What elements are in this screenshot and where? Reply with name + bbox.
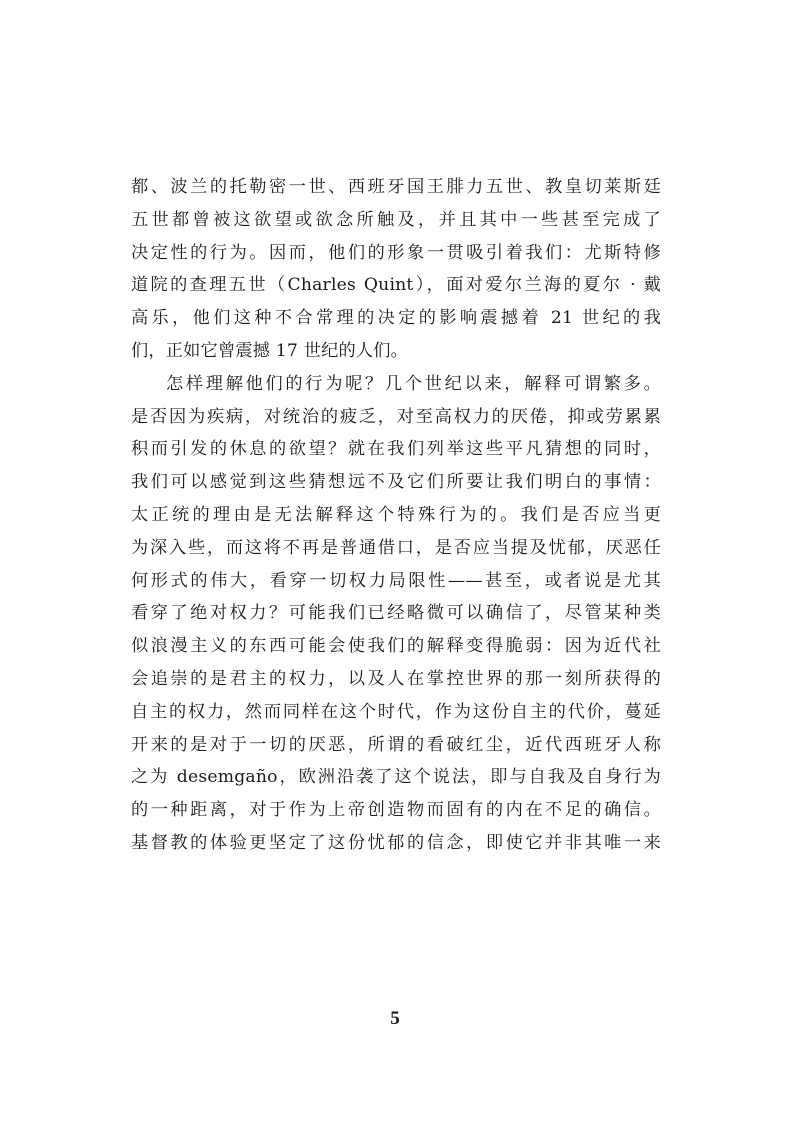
text-line: 会追崇的是君主的权力，以及人在掌控世界的那一刻所获得的 bbox=[131, 668, 661, 689]
text-line: 们，正如它曾震撼 17 世纪的人们。 bbox=[131, 340, 409, 361]
text-line: 似浪漫主义的东西可能会使我们的解释变得脆弱：因为近代社 bbox=[131, 636, 661, 657]
text-line: 积而引发的休息的欲望？就在我们列举这些平凡猜想的同时， bbox=[131, 439, 661, 460]
text-line: 高乐，他们这种不合常理的决定的影响震撼着 21 世纪的我 bbox=[131, 308, 661, 329]
paragraph-1 bbox=[131, 171, 661, 368]
text-line: 怎样理解他们的行为呢？几个世纪以来，解释可谓繁多。 bbox=[166, 373, 661, 394]
page-number: 5 bbox=[390, 1008, 400, 1029]
text-line: 为深入些，而这将不再是普通借口，是否应当提及忧郁，厌恶任 bbox=[131, 537, 661, 558]
text-line: 我们可以感觉到这些猜想远不及它们所要让我们明白的事情： bbox=[131, 472, 661, 493]
text-line: 决定性的行为。因而，他们的形象一贯吸引着我们：尤斯特修 bbox=[131, 242, 661, 263]
text-line: 看穿了绝对权力？可能我们已经略微可以确信了，尽管某种类 bbox=[131, 603, 661, 624]
text-line: 自主的权力，然而同样在这个时代，作为这份自主的代价，蔓延 bbox=[131, 701, 661, 722]
text-line: 道院的查理五世（Charles Quint），面对爱尔兰海的夏尔 · 戴 bbox=[131, 275, 661, 296]
text-line: 之为 desemgaño，欧洲沿袭了这个说法，即与自我及自身行为 bbox=[131, 767, 661, 788]
text-line: 太正统的理由是无法解释这个特殊行为的。我们是否应当更 bbox=[131, 504, 661, 525]
text-line: 都、波兰的托勒密一世、西班牙国王腓力五世、教皇切莱斯廷 bbox=[131, 177, 661, 197]
text-line: 五世都曾被这欲望或欲念所触及，并且其中一些甚至完成了 bbox=[131, 209, 661, 230]
text-line: 基督教的体验更坚定了这份忧郁的信念，即使它并非其唯一来 bbox=[131, 832, 661, 853]
text-line: 是否因为疾病，对统治的疲乏，对至高权力的厌倦，抑或劳累累 bbox=[131, 406, 661, 427]
text-line: 的一种距离，对于作为上帝创造物而固有的内在不足的确信。 bbox=[131, 800, 661, 821]
text-line: 开来的是对于一切的厌恶，所谓的看破红尘，近代西班牙人称 bbox=[131, 734, 661, 755]
body-text bbox=[131, 171, 661, 860]
text-line: 何形式的伟大，看穿一切权力局限性——甚至，或者说是尤其 bbox=[131, 570, 661, 591]
paragraph-2 bbox=[131, 368, 661, 860]
